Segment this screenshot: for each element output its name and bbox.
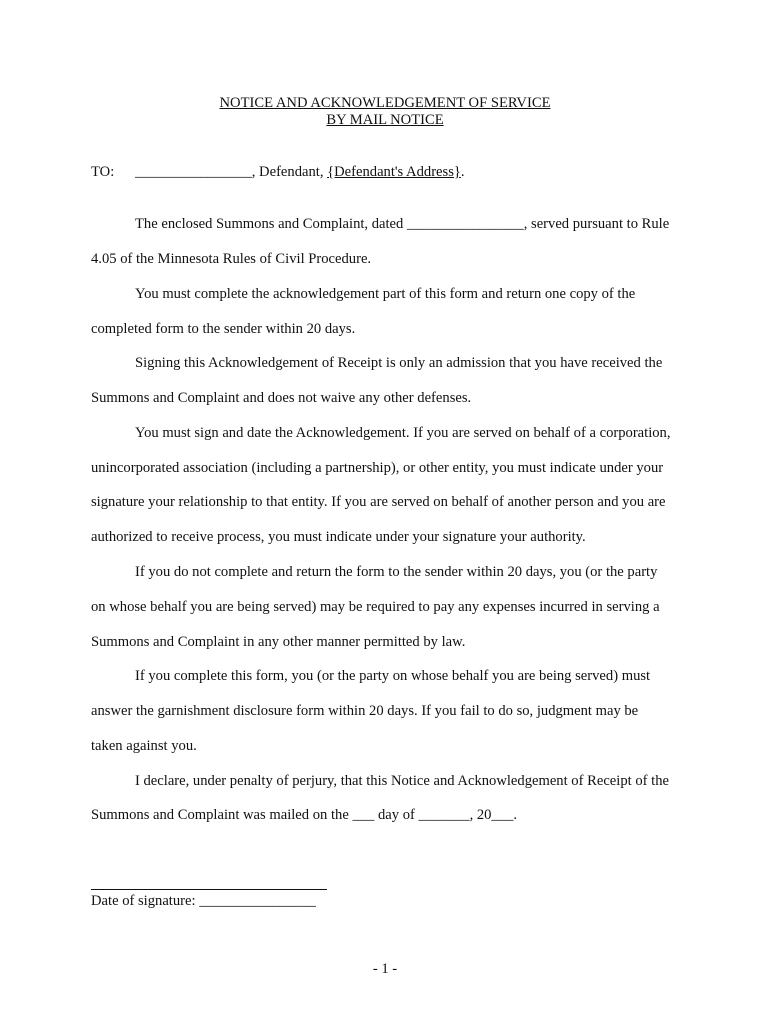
addressee-line (91, 164, 465, 181)
body-line: unincorporated association (including a partnership), or other entity, you must indicate under your (91, 460, 664, 476)
date-of-signature: Date of signature: ________________ (91, 893, 316, 909)
signature-line (91, 889, 327, 890)
body-line: signature your relationship to that entity. If you are served on behalf of another person and you are (91, 494, 666, 510)
body-line: The enclosed Summons and Complaint, dated ________________, served pursuant to Rule (135, 216, 670, 232)
defendant-name-blank: ________________ (135, 164, 252, 180)
body-line: completed form to the sender within 20 days. (91, 321, 356, 337)
body-line: authorized to receive process, you must indicate under your signature your authority. (91, 529, 586, 545)
addressee-end-punct: . (460, 164, 465, 180)
body-line: You must complete the acknowledgement part of this form and return one copy of the (135, 286, 636, 302)
body-line: Summons and Complaint in any other manner permitted by law. (91, 634, 466, 650)
document-title-line1: NOTICE AND ACKNOWLEDGEMENT OF SERVICE (219, 95, 551, 111)
body-line: Summons and Complaint and does not waive any other defenses. (91, 390, 472, 406)
body-line: If you complete this form, you (or the party on whose behalf you are being served) must (135, 668, 651, 684)
body-line: taken against you. (91, 738, 197, 754)
defendant-text: , Defendant, (251, 164, 328, 180)
body-line: answer the garnishment disclosure form within 20 days. If you fail to do so, judgment may be (91, 703, 639, 719)
body-line: If you do not complete and return the form to the sender within 20 days, you (or the party (135, 564, 658, 580)
body-line: Summons and Complaint was mailed on the ___ day of _______, 20___. (91, 807, 518, 823)
body-line: on whose behalf you are being served) may be required to pay any expenses incurred in serving a (91, 599, 660, 615)
page-number: - 1 - (372, 961, 398, 977)
body-line: Signing this Acknowledgement of Receipt is only an admission that you have received the (135, 355, 663, 371)
to-label: TO: (91, 164, 115, 180)
body-line: You must sign and date the Acknowledgement. If you are served on behalf of a corporation, (135, 425, 671, 441)
body-line: 4.05 of the Minnesota Rules of Civil Procedure. (91, 251, 372, 267)
defendant-address-placeholder: {Defendant's Address} (327, 164, 461, 180)
body-line: I declare, under penalty of perjury, that this Notice and Acknowledgement of Receipt of the (135, 773, 669, 789)
document-title-line2: BY MAIL NOTICE (326, 112, 444, 128)
